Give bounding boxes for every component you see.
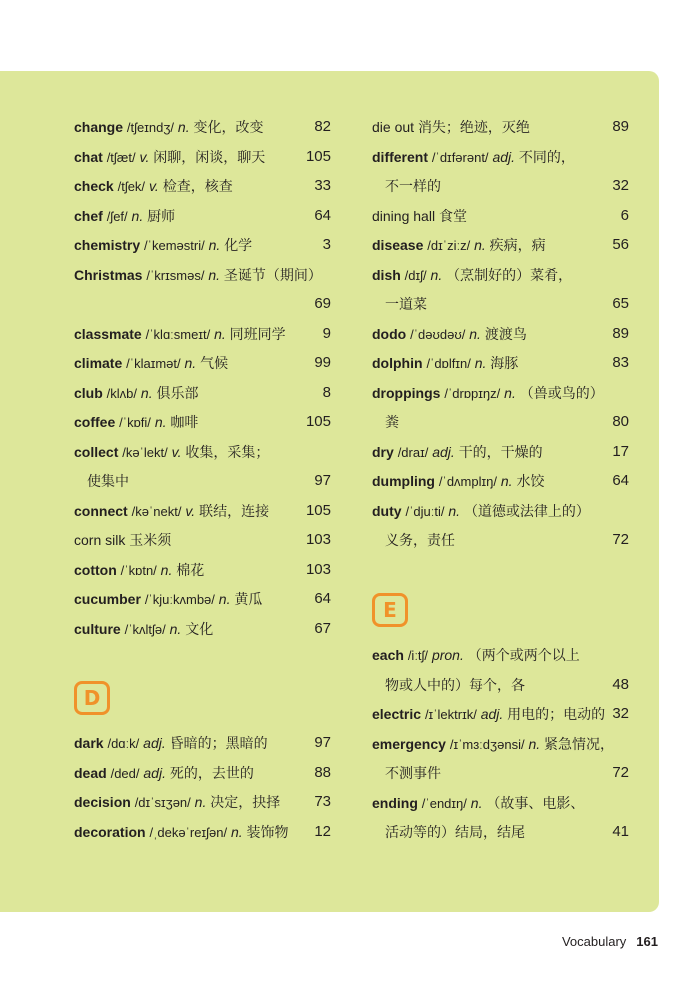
entry-page-number: 72 (612, 531, 629, 548)
entry-headword: culture (74, 620, 121, 637)
entry-headword: climate (74, 355, 123, 371)
entry-part-of-speech: v. (185, 502, 196, 519)
vocab-entry (372, 500, 629, 522)
entry-continuation (372, 529, 629, 551)
entry-definition: 棉花 (176, 561, 205, 578)
entry-part-of-speech: n. (177, 119, 190, 135)
entry-part-of-speech: n. (140, 384, 153, 401)
entry-text (74, 352, 228, 375)
entry-part-of-speech: n. (474, 237, 486, 253)
entry-pronunciation: /ʃef/ (106, 208, 128, 224)
entry-definition: 紧急情况， (544, 735, 615, 752)
entry-page-number: 64 (612, 472, 629, 489)
vocab-entry (372, 644, 629, 666)
section-letter-badge: E (372, 593, 408, 627)
entry-definition: 文化 (185, 620, 214, 637)
entry-text (372, 792, 584, 815)
entry-definition: 不测事件 (385, 765, 441, 781)
entry-text (74, 500, 269, 523)
entry-headword: connect (74, 502, 128, 519)
entry-definition: 俱乐部 (156, 384, 199, 401)
entry-headword: decoration (74, 823, 146, 840)
vocab-entry (74, 234, 331, 256)
entry-pronunciation: /klʌb/ (106, 385, 138, 401)
entry-text (372, 382, 604, 405)
entry-part-of-speech: n. (208, 266, 221, 283)
entry-text (372, 116, 530, 138)
entry-page-number: 103 (305, 560, 331, 578)
entry-part-of-speech: pron. (431, 647, 464, 663)
entry-headword: club (74, 384, 103, 401)
entry-text (385, 674, 525, 696)
entry-definition: （两个或两个以上 (467, 647, 580, 663)
entry-pronunciation: /ˈdrɒpɪŋz/ (444, 385, 501, 401)
vocab-entry (74, 116, 331, 138)
entry-phrase: corn silk (74, 532, 126, 548)
entry-definition: 渡渡鸟 (484, 325, 527, 342)
entry-pronunciation: /ˈkʌltʃə/ (124, 621, 166, 637)
entry-pronunciation: /ˈklɑːsmeɪt/ (145, 326, 211, 342)
entry-headword: dolphin (372, 355, 423, 371)
vocab-entry (74, 205, 331, 227)
entry-text (74, 116, 264, 139)
vocab-entry (74, 382, 331, 404)
entry-definition: 化学 (224, 237, 253, 253)
entry-text (372, 264, 572, 287)
entry-definition: 不一样的 (385, 178, 441, 194)
entry-continuation (372, 411, 629, 433)
vocab-entry (372, 116, 629, 138)
entry-definition: （兽或鸟的） (519, 384, 604, 401)
entry-part-of-speech: n. (184, 355, 197, 371)
entry-continuation (372, 293, 629, 315)
entry-page-number: 12 (314, 822, 331, 840)
entry-continuation (74, 470, 331, 492)
vocab-entry (74, 411, 331, 433)
entry-page-number: 69 (314, 295, 331, 312)
entry-headword: chemistry (74, 237, 141, 253)
entry-part-of-speech: n. (169, 620, 182, 637)
entry-text (372, 470, 544, 493)
entry-definition: 变化，改变 (193, 119, 264, 135)
entry-text (74, 618, 213, 641)
entry-pronunciation: /ˈdɒlfɪn/ (426, 356, 471, 371)
vocab-entry (74, 821, 331, 843)
entry-part-of-speech: n. (504, 384, 516, 401)
entry-text (372, 703, 605, 726)
vocab-entry (372, 234, 629, 256)
entry-page-number: 56 (612, 236, 629, 253)
entry-page-number: 105 (305, 501, 331, 519)
entry-definition: 疾病，病 (489, 237, 546, 253)
entry-pronunciation: /tʃek/ (117, 179, 146, 194)
entry-page-number: 32 (612, 177, 629, 194)
vocab-entry (74, 732, 331, 754)
entry-part-of-speech: v. (139, 148, 150, 165)
entry-page-number: 3 (322, 236, 331, 253)
entry-headword: Christmas (74, 266, 143, 283)
entry-definition: 干的，干燥的 (458, 443, 543, 460)
entry-part-of-speech: n. (470, 794, 483, 811)
entry-pronunciation: /ˈendɪŋ/ (421, 795, 467, 811)
entry-definition: 联结，连接 (199, 502, 270, 519)
entry-page-number: 105 (305, 147, 331, 165)
entry-part-of-speech: adj. (480, 706, 504, 722)
entry-pronunciation: /dɪˈsɪʒən/ (134, 795, 191, 810)
entry-text (372, 733, 614, 756)
vocab-entry (372, 792, 629, 814)
entry-definition: 物或人中的）每个，各 (385, 676, 525, 693)
entry-pronunciation: /ded/ (110, 765, 140, 781)
entry-headword: chef (74, 207, 103, 224)
entry-definition: 水饺 (516, 473, 545, 489)
entry-pronunciation: /ˈklaɪmət/ (126, 356, 181, 371)
entry-headword: disease (372, 237, 424, 253)
entry-pronunciation: /tʃeɪndʒ/ (126, 120, 175, 135)
entry-definition: 装饰物 (246, 823, 289, 840)
entry-text (385, 821, 525, 843)
entry-definition: 活动等的）结局，结尾 (385, 824, 525, 840)
entry-definition: 死的，去世的 (169, 764, 254, 781)
entry-text (385, 411, 399, 433)
entry-definition: 黄瓜 (234, 591, 263, 607)
entry-definition: 食堂 (438, 207, 467, 224)
entry-continuation (74, 293, 331, 315)
entry-page-number: 67 (314, 619, 331, 637)
entry-definition: （故事、电影、 (486, 794, 585, 811)
vocab-entry (74, 559, 331, 581)
entry-part-of-speech: n. (194, 794, 207, 810)
entry-headword: emergency (372, 735, 446, 752)
entry-page-number: 89 (612, 118, 629, 135)
entry-definition: 不同的， (518, 148, 575, 165)
entry-headword: decision (74, 794, 131, 810)
entry-headword: classmate (74, 325, 142, 342)
vocab-entry (372, 205, 629, 227)
entry-headword: different (372, 148, 428, 165)
entry-headword: coffee (74, 414, 116, 430)
entry-text (372, 352, 518, 375)
entry-headword: change (74, 119, 124, 135)
entry-definition: 玉米须 (129, 532, 172, 548)
vocab-entry (372, 703, 629, 725)
entry-text (385, 293, 427, 315)
entry-text (74, 264, 322, 287)
vocab-entry (74, 264, 331, 286)
entry-text (74, 762, 254, 785)
entry-definition: 消失；绝迹，灭绝 (417, 119, 530, 135)
vocab-entry (74, 175, 331, 197)
vocab-entry (372, 382, 629, 404)
entry-phrase: dining hall (372, 207, 436, 224)
entry-phrase: die out (372, 119, 415, 135)
entry-part-of-speech: n. (131, 207, 144, 224)
entry-part-of-speech: adj. (143, 764, 166, 781)
vocab-entry (74, 500, 331, 522)
entry-page-number: 73 (314, 793, 331, 810)
entry-pronunciation: /ɪˈmɜːdʒənsi/ (449, 736, 525, 752)
entry-headword: dark (74, 735, 104, 751)
vocab-entry (74, 791, 331, 813)
entry-part-of-speech: n. (218, 591, 231, 607)
entry-pronunciation: /draɪ/ (397, 444, 429, 460)
entry-page-number: 105 (305, 413, 331, 430)
entry-pronunciation: /ˈkɒfi/ (119, 415, 151, 430)
vocab-entry (74, 352, 331, 374)
entry-headword: chat (74, 148, 103, 165)
entry-text (74, 588, 262, 611)
entry-headword: dodo (372, 325, 407, 342)
entry-definition: （道德或法律上的） (463, 502, 590, 519)
entry-definition: 义务，责任 (385, 532, 455, 548)
entry-pronunciation: /dɑːk/ (107, 736, 140, 751)
entry-text (74, 529, 171, 551)
entry-page-number: 97 (314, 472, 331, 489)
entry-part-of-speech: n. (214, 325, 226, 342)
entry-definition: 决定，抉择 (210, 794, 281, 810)
entry-headword: dry (372, 443, 394, 460)
entry-pronunciation: /ˈdɪfərənt/ (431, 149, 489, 165)
vocab-entry (74, 323, 331, 345)
entry-definition: 圣诞节（期间） (223, 266, 322, 283)
entry-text (372, 441, 543, 464)
entry-page-number: 64 (314, 206, 331, 224)
entry-headword: dish (372, 266, 401, 283)
entry-text (74, 323, 286, 346)
vocab-entry (372, 146, 629, 168)
entry-text (372, 146, 575, 169)
entry-definition: 昏暗的；黑暗的 (169, 735, 268, 751)
vocab-entry (372, 733, 629, 755)
entry-definition: 气候 (200, 355, 229, 371)
entry-definition: 粪 (385, 414, 399, 430)
vocab-entry (74, 618, 331, 640)
entry-definition: 收集，采集； (185, 443, 270, 460)
entry-part-of-speech: n. (430, 266, 443, 283)
vocab-entry (372, 470, 629, 492)
entry-pronunciation: /kəˈnekt/ (131, 503, 182, 519)
entry-pronunciation: /tʃæt/ (106, 149, 136, 165)
entry-page-number: 41 (612, 823, 629, 840)
entry-headword: check (74, 178, 114, 194)
entry-part-of-speech: n. (154, 414, 167, 430)
entry-part-of-speech: v. (171, 443, 182, 460)
entry-part-of-speech: adj. (492, 148, 516, 165)
entry-headword: each (372, 647, 404, 663)
entry-definition: 使集中 (87, 473, 129, 489)
entry-page-number: 64 (314, 590, 331, 607)
entry-page-number: 82 (314, 118, 331, 135)
entry-part-of-speech: n. (208, 237, 221, 253)
entry-text (74, 175, 233, 198)
entry-page-number: 88 (314, 763, 331, 781)
page-footer (562, 932, 658, 952)
entry-pronunciation: /ˈdʌmplɪŋ/ (438, 474, 497, 489)
entry-pronunciation: /ˈkjuːkʌmbə/ (144, 592, 215, 607)
entry-headword: droppings (372, 384, 441, 401)
entry-text (372, 500, 590, 523)
entry-part-of-speech: n. (528, 735, 541, 752)
entry-text (372, 644, 580, 667)
entry-text (74, 559, 204, 582)
entry-page-number: 89 (612, 324, 629, 342)
entry-pronunciation: /ˈkrɪsməs/ (146, 267, 205, 283)
entry-text (74, 234, 252, 257)
vocab-entry (74, 588, 331, 610)
entry-page-number: 9 (322, 324, 331, 342)
entry-pronunciation: /ˈkɒtn/ (120, 562, 157, 578)
entry-continuation (372, 821, 629, 843)
entry-pronunciation: /ˌdekəˈreɪʃən/ (149, 824, 228, 840)
entry-text (74, 146, 265, 169)
entry-page-number: 48 (612, 675, 629, 693)
entry-pronunciation: /ˈdəʊdəʊ/ (410, 326, 466, 342)
entry-headword: cucumber (74, 591, 141, 607)
entry-part-of-speech: n. (160, 561, 173, 578)
vocab-entry (74, 762, 331, 784)
entry-pronunciation: /ˈkeməstri/ (144, 238, 205, 253)
entry-page-number: 97 (314, 734, 331, 751)
entry-part-of-speech: n. (230, 823, 243, 840)
entry-part-of-speech: n. (448, 502, 461, 519)
entry-pronunciation: /ˈdjuːti/ (405, 503, 445, 519)
entry-page-number: 65 (612, 295, 629, 312)
entry-headword: duty (372, 502, 402, 519)
entry-page-number: 17 (612, 442, 629, 460)
entry-text (385, 529, 455, 551)
entry-text (74, 205, 175, 228)
footer-page-number: 161 (636, 934, 658, 949)
vocab-entry (372, 352, 629, 374)
vocab-entry (372, 323, 629, 345)
entry-text (385, 175, 441, 197)
entry-definition: （烹制好的）菜肴， (446, 266, 573, 283)
vocab-entry (74, 441, 331, 463)
vocab-entry (372, 441, 629, 463)
entry-definition: 厨师 (147, 207, 176, 224)
entry-text (87, 470, 129, 492)
entry-page-number: 99 (314, 354, 331, 371)
vocab-entry (74, 146, 331, 168)
entry-page-number: 32 (612, 705, 629, 722)
entry-pronunciation: /ɪˈlektrɪk/ (424, 707, 477, 722)
entry-text (372, 234, 546, 257)
vocab-entry (74, 529, 331, 551)
entry-part-of-speech: n. (469, 325, 481, 342)
entry-text (385, 762, 441, 784)
entry-definition: 咖啡 (170, 414, 199, 430)
entry-headword: dead (74, 764, 107, 781)
section-letter-badge: D (74, 681, 110, 715)
entry-headword: collect (74, 443, 119, 460)
entry-part-of-speech: adj. (143, 735, 166, 751)
entry-definition: 用电的；电动的 (507, 706, 606, 722)
entry-text (74, 821, 289, 844)
entry-pronunciation: /dɪˈziːz/ (427, 238, 471, 253)
entry-pronunciation: /dɪʃ/ (404, 267, 427, 283)
entry-continuation (372, 674, 629, 696)
entry-page-number: 33 (314, 177, 331, 194)
entry-pronunciation: /kəˈlekt/ (122, 444, 168, 460)
entry-page-number: 6 (620, 206, 629, 224)
entry-part-of-speech: adj. (432, 443, 455, 460)
entry-page-number: 83 (612, 354, 629, 371)
entry-definition: 一道菜 (385, 296, 427, 312)
entry-continuation (372, 762, 629, 784)
entry-definition: 同班同学 (229, 325, 286, 342)
entry-headword: dumpling (372, 473, 435, 489)
entry-headword: ending (372, 794, 418, 811)
entry-text (372, 205, 467, 227)
entry-part-of-speech: v. (148, 178, 159, 194)
entry-page-number: 8 (322, 383, 331, 401)
entry-part-of-speech: n. (474, 355, 487, 371)
entry-definition: 闲聊，闲谈，聊天 (153, 148, 266, 165)
entry-page-number: 80 (612, 413, 629, 430)
entry-continuation (372, 175, 629, 197)
entry-headword: cotton (74, 561, 117, 578)
entry-page-number: 103 (305, 531, 331, 548)
entry-text (74, 791, 280, 814)
entry-pronunciation: /iːtʃ/ (407, 648, 429, 663)
entry-headword: electric (372, 706, 422, 722)
entry-definition: 检查，核查 (162, 178, 233, 194)
vocabulary-panel (0, 71, 659, 912)
entry-definition: 海豚 (490, 355, 519, 371)
entry-text (74, 732, 268, 755)
footer-section-label: Vocabulary (561, 934, 627, 949)
vocab-entry (372, 264, 629, 286)
entry-page-number: 72 (612, 764, 629, 781)
entry-part-of-speech: n. (500, 473, 513, 489)
entry-text (372, 323, 527, 346)
entry-text (74, 382, 198, 405)
entry-text (74, 441, 269, 464)
entry-text (74, 411, 198, 434)
